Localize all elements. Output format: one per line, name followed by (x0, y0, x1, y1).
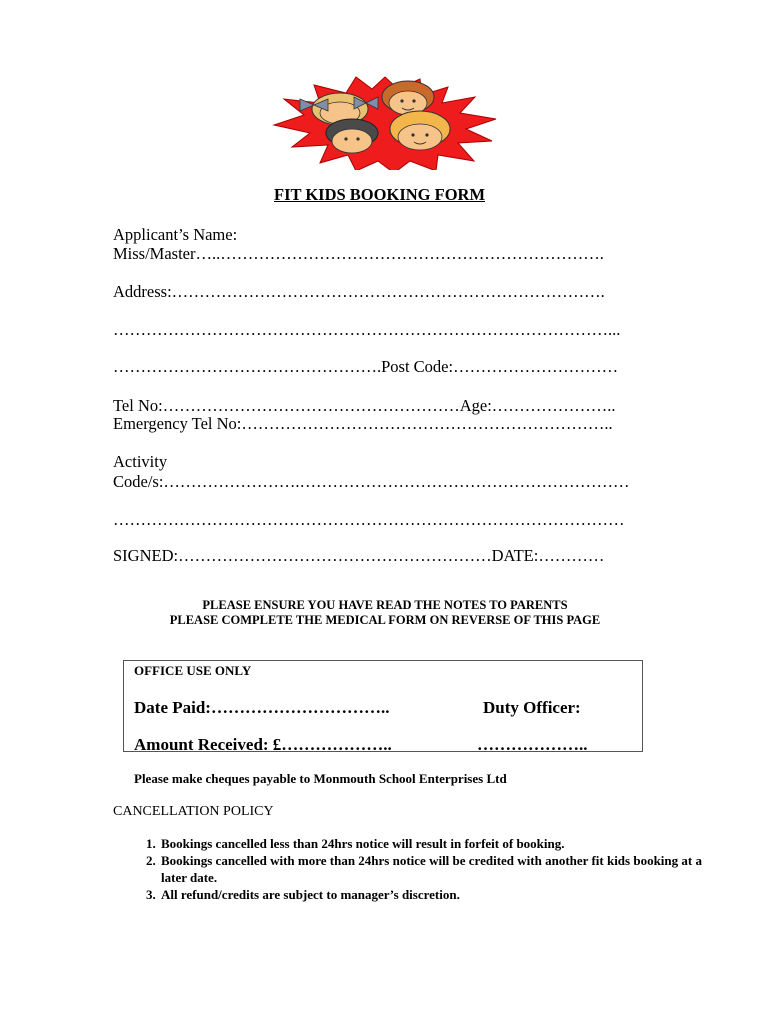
address-field-line-2[interactable]: ………………………………………………………………………………... (113, 320, 621, 339)
activity-label: Activity (113, 452, 168, 471)
activity-codes-field-2[interactable]: ………………………………………………………………………………… (113, 510, 625, 529)
signed-date-field[interactable]: SIGNED:…………………………………………………DATE:………… (113, 546, 605, 565)
applicant-name-field[interactable]: Miss/Master…..……………………………………………………………. (113, 244, 604, 263)
notes-to-parents: PLEASE ENSURE YOU HAVE READ THE NOTES TO PARENTS (202, 598, 568, 612)
address-postcode-field[interactable]: ………………………………………….Post Code:………………………… (113, 357, 619, 376)
cancellation-heading: CANCELLATION POLICY (113, 804, 274, 819)
cancellation-policy-list (113, 835, 719, 903)
cheques-note: Please make cheques payable to Monmouth School Enterprises Ltd (134, 771, 507, 786)
office-use-box (123, 660, 643, 752)
tel-age-field[interactable]: Tel No:………………………………………………Age:………………….. (113, 396, 616, 415)
applicant-name-label: Applicant’s Name: (113, 225, 238, 244)
emergency-tel-field[interactable]: Emergency Tel No:………………………………………………………….. (113, 414, 613, 433)
office-use-heading: OFFICE USE ONLY (134, 663, 252, 678)
date-paid-field[interactable]: Date Paid:………………………….. (134, 698, 390, 717)
address-field-line-1[interactable]: Address:……………………………………………………………………. (113, 282, 605, 301)
duty-officer-field[interactable]: ……………….. (477, 735, 588, 754)
policy-item: 3. All refund/credits are subject to manager’s discretion. (159, 886, 719, 903)
activity-codes-field[interactable]: Code/s:…………………….…………………………………………………… (113, 472, 630, 491)
kids-faces-starburst-icon (270, 75, 500, 170)
form-title: FIT KIDS BOOKING FORM (274, 185, 486, 204)
policy-item: 2. Bookings cancelled with more than 24hrs notice will be credited with another fit kids booking at a later date. (159, 852, 719, 886)
duty-officer-label: Duty Officer: (483, 698, 581, 717)
medical-form-note: PLEASE COMPLETE THE MEDICAL FORM ON REVERSE OF THIS PAGE (169, 613, 601, 627)
policy-item: 1. Bookings cancelled less than 24hrs notice will result in forfeit of booking. (159, 835, 719, 852)
amount-received-field[interactable]: Amount Received: £……………….. (134, 735, 392, 754)
